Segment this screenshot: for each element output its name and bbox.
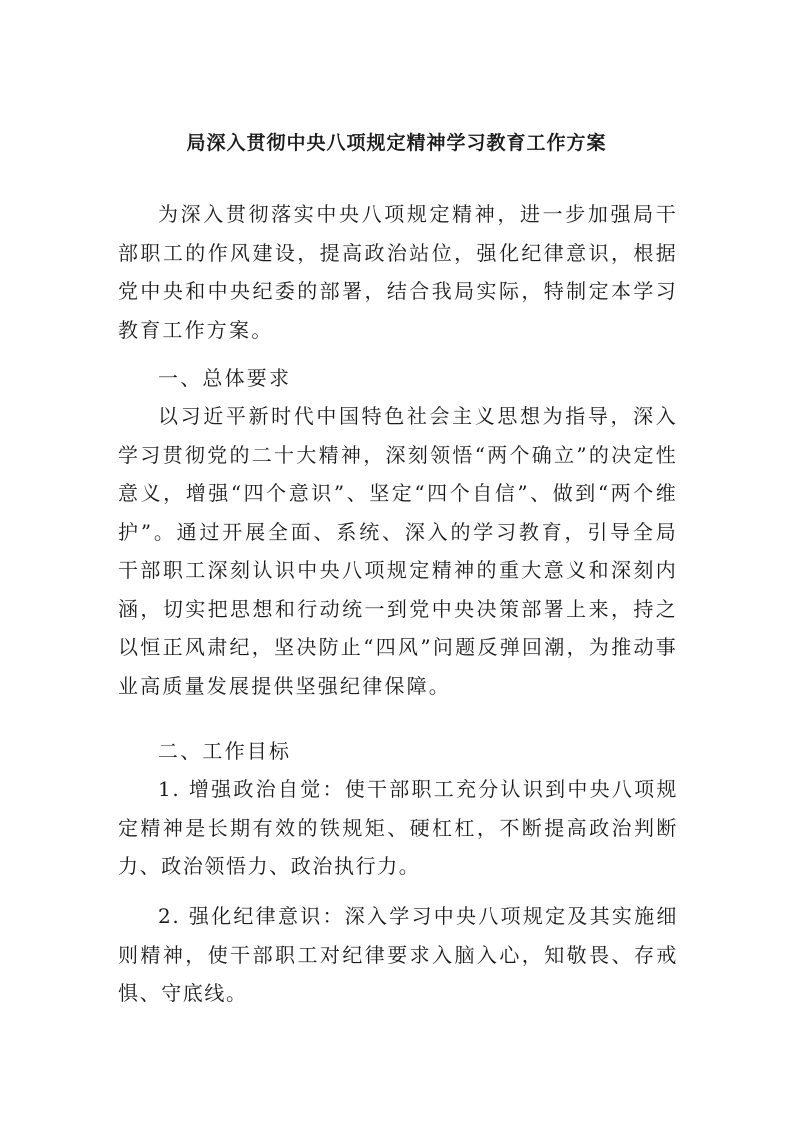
document-title: 局深入贯彻中央八项规定精神学习教育工作方案 [186, 132, 607, 154]
intro-paragraph: 为深入贯彻落实中央八项规定精神，进一步加强局干部职工的作风建设，提高政治站位，强化纪律意识，根据党中央和中央纪委的部署，结合我局实际，特制定本学习教育工作方案。 [118, 202, 678, 342]
goal-item-1: 1. 增强政治自觉：使干部职工充分认识到中央八项规定精神是长期有效的铁规矩、硬杠杠，不断提高政治判断力、政治领悟力、政治执行力。 [118, 777, 678, 878]
general-requirements-paragraph: 以习近平新时代中国特色社会主义思想为指导，深入学习贯彻党的二十大精神，深刻领悟“两个确立”的决定性意义，增强“四个意识”、坚定“四个自信”、做到“两个维护”。通过开展全面、系统、深入的学习教育，引导全局干部职工深刻认识中央八项规定精神的重大意义和深刻内涵，切实把思想和行动统一到党中央决策部署上来，持之以恒正风肃纪，坚决防止“四风”问题反弹回潮，为推动事业高质量发展提供坚强纪律保障。 [118, 404, 678, 698]
goal-item-2: 2. 强化纪律意识：深入学习中央八项规定及其实施细则精神，使干部职工对纪律要求入脑入心，知敬畏、存戒惧、守底线。 [118, 904, 678, 1005]
section-heading-work-goals: 二、工作目标 [158, 739, 292, 763]
section-heading-general-requirements: 一、总体要求 [158, 366, 292, 390]
